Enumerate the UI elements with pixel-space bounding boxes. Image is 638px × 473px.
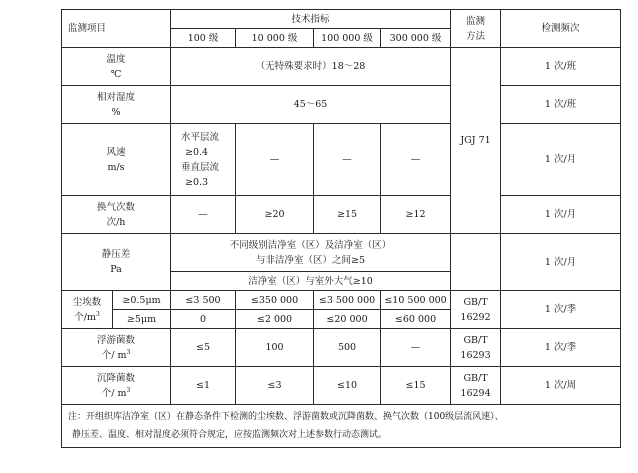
static-pressure-freq: 1 次/月 [501,234,621,291]
air-change-10000: ≥20 [236,196,314,234]
row-air-change [62,196,621,234]
plankton-100: ≤5 [171,329,236,367]
wind-100: 水平层流 ≥0.4 垂直层流 ≥0.3 [171,124,236,196]
row-wind [62,124,621,196]
plankton-method: GB/T 16293 [451,329,501,367]
temperature-freq: 1 次/班 [501,48,621,86]
method-jgj71: JGJ 71 [451,48,501,234]
table-note: 注：开组织库洁净室（区）在静态条件下检测的尘埃数、浮游菌数或沉降菌数、换气次数（100级层流风速）、 静压差、温度、相对湿度必须符合规定，应按监测频次对上述参数行动态测试。 [62,405,621,448]
settling-300000: ≤15 [381,367,451,405]
header-method: 监测 方法 [451,10,501,48]
header-freq: 检测频次 [501,10,621,48]
dust-size-05: ≥0.5μm [113,291,171,310]
row-static-pressure [62,234,621,272]
plankton-300000: — [381,329,451,367]
humidity-freq: 1 次/班 [501,86,621,124]
wind-10000: — [236,124,314,196]
header-tech: 技术指标 [171,10,451,29]
dust-label: 尘埃数 个$/m^3$ [62,291,113,329]
static-pressure-value-2: 洁净室（区）与室外大气≥10 [171,272,451,291]
grade-100: 100 级 [171,29,236,48]
wind-label: 风速 m/s [62,124,171,196]
wind-100000: — [314,124,381,196]
monitoring-spec-table [61,9,621,448]
grade-100000: 100 000 级 [314,29,381,48]
dust-5-300000: ≤60 000 [381,310,451,329]
dust-freq: 1 次/季 [501,291,621,329]
temperature-value: （无特殊要求时）18～28 [171,48,451,86]
plankton-label: 浮游菌数 个/ $m^3$ [62,329,171,367]
air-change-label: 换气次数 次/h [62,196,171,234]
static-pressure-label: 静压差 Pa [62,234,171,291]
settling-freq: 1 次/周 [501,367,621,405]
header-item: 监测项目 [62,10,171,48]
dust-size-5: ≥5μm [113,310,171,329]
row-plankton [62,329,621,367]
air-change-100000: ≥15 [314,196,381,234]
grade-10000: 10 000 级 [236,29,314,48]
dust-5-100: 0 [171,310,236,329]
plankton-10000: 100 [236,329,314,367]
dust-5-10000: ≤2 000 [236,310,314,329]
grade-300000: 300 000 级 [381,29,451,48]
dust-5-100000: ≤20 000 [314,310,381,329]
dust-method: GB/T 16292 [451,291,501,329]
air-change-freq: 1 次/月 [501,196,621,234]
temperature-label: 温度 ℃ [62,48,171,86]
dust-05-100000: ≤3 500 000 [314,291,381,310]
wind-300000: — [381,124,451,196]
settling-label: 沉降菌数 个/ $m^3$ [62,367,171,405]
static-pressure-method [451,234,501,291]
dust-05-10000: ≤350 000 [236,291,314,310]
row-temperature [62,48,621,86]
dust-05-300000: ≤10 500 000 [381,291,451,310]
dust-05-100: ≤3 500 [171,291,236,310]
humidity-value: 45～65 [171,86,451,124]
settling-10000: ≤3 [236,367,314,405]
row-note [62,405,621,448]
row-dust-1 [62,291,621,310]
air-change-100: — [171,196,236,234]
plankton-freq: 1 次/季 [501,329,621,367]
plankton-100000: 500 [314,329,381,367]
settling-100000: ≤10 [314,367,381,405]
settling-100: ≤1 [171,367,236,405]
static-pressure-value-1: 不同级别洁净室（区）及洁净室（区） 与非洁净室（区）之间≥5 [171,234,451,272]
wind-freq: 1 次/月 [501,124,621,196]
air-change-300000: ≥12 [381,196,451,234]
row-humidity [62,86,621,124]
settling-method: GB/T 16294 [451,367,501,405]
row-settling [62,367,621,405]
humidity-label: 相对湿度 % [62,86,171,124]
